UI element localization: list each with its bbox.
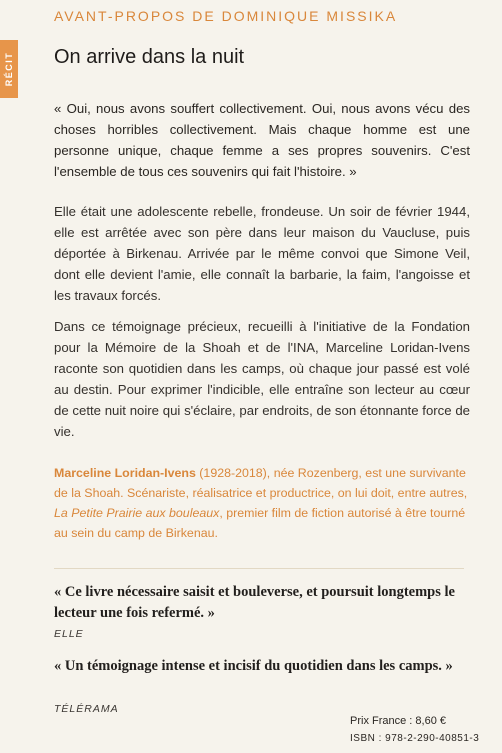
author-name: Marceline Loridan-Ivens xyxy=(54,466,196,480)
divider xyxy=(54,568,464,569)
press-source-1: ELLE xyxy=(54,628,84,640)
author-bio xyxy=(54,463,470,543)
summary-paragraph-1: Elle était une adolescente rebelle, frondeuse. Un soir de février 1944, elle est arrêtée avec son père dans leur maison du Vaucluse, puis déportée à Birkenau. Arrivée par le même convoi que Simone Veil, dont elle devient l'amie, elle connaît la barbarie, la faim, l'angoisse et les travaux forcés. xyxy=(54,204,470,303)
category-tab xyxy=(0,40,18,98)
film-title: La Petite Prairie aux bouleaux xyxy=(54,506,220,520)
opening-quote-paragraph: « Oui, nous avons souffert collectivement. Oui, nous avons vécu des choses horribles collectivement. Mais chaque homme est une personne unique, chaque femme a ses propres souvenirs. C'est l'ensemble de tous ces souvenirs qui fait l'histoire. » xyxy=(54,101,470,179)
press-quote-1: « Ce livre nécessaire saisit et bouleverse, et poursuit longtemps le lecteur une fois refermé. » xyxy=(54,584,455,621)
foreword-header: AVANT-PROPOS DE DOMINIQUE MISSIKA xyxy=(54,8,398,24)
author-bio-text: (1928-2018), née Rozenberg, est une survivante de la Shoah. Scénariste, réalisatrice et productrice, on lui doit, entre autres, xyxy=(54,466,468,500)
price-label: Prix France : 8,60 € xyxy=(350,715,446,727)
press-source-2: TÉLÉRAMA xyxy=(54,703,119,715)
category-label: RÉCIT xyxy=(4,51,14,87)
press-quote-2: « Un témoignage intense et incisif du quotidien dans les camps. » xyxy=(54,658,453,674)
isbn-label: ISBN : 978-2-290-40851-3 xyxy=(350,733,480,744)
author-bio-text-end: , premier film de fiction autorisé à être tourné au sein du camp de Birkenau. xyxy=(54,506,466,540)
book-title: On arrive dans la nuit xyxy=(54,46,245,68)
summary-paragraph-2: Dans ce témoignage précieux, recueilli à l'initiative de la Fondation pour la Mémoire de la Shoah et de l'INA, Marceline Loridan-Ivens raconte son quotidien dans les camps, où chaque jour passé est volé au destin. Pour exprimer l'indicible, elle entraîne son lecteur au cœur de cette nuit noire qui s'éclaire, par endroits, de son étonnante force de vie. xyxy=(54,319,470,439)
